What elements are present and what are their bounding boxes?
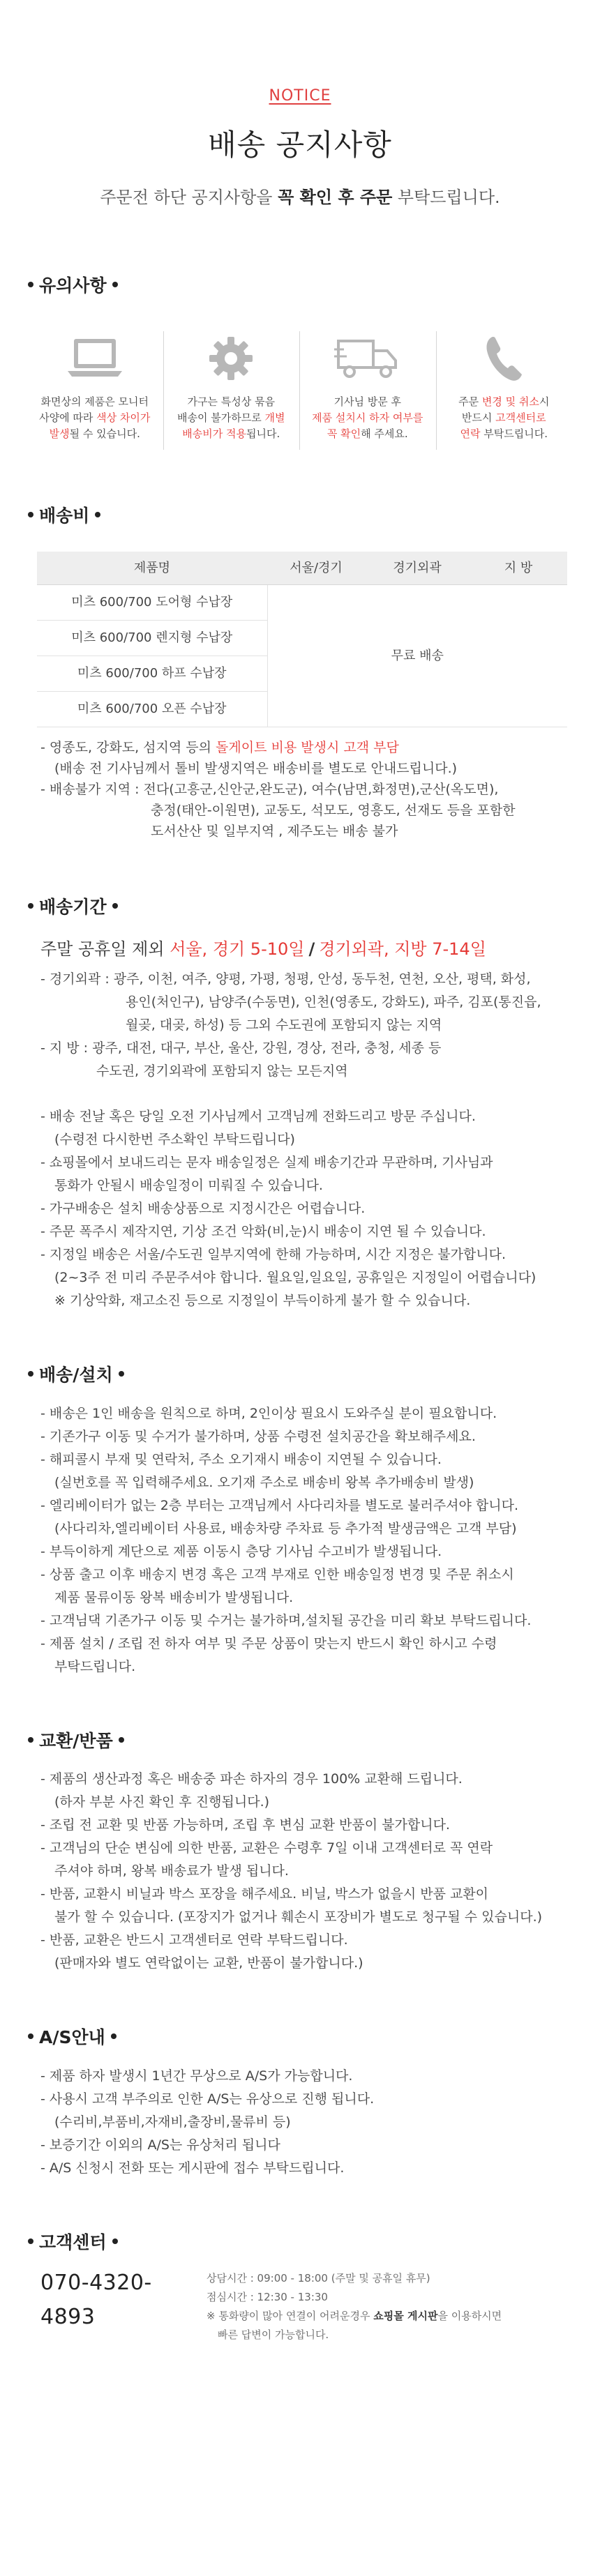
table-header-row <box>37 552 567 585</box>
caution-text: 주문 변경 및 취소시 반드시 고객센터로 연락 부탁드립니다. <box>458 395 550 440</box>
table-header: 서울/경기 <box>267 552 365 585</box>
notice-tag: NOTICE <box>269 87 331 105</box>
list-item: 용인(처인구), 남양주(수동면), 인천(영종도, 강화도), 파주, 김포(통진읍, <box>126 994 541 1010</box>
list-item: - 사용시 고객 부주의로 인한 A/S는 유상으로 진행 됩니다. <box>40 2091 375 2107</box>
list-item: 통화가 안될시 배송일정이 미뤄질 수 있습니다. <box>54 1178 323 1194</box>
truck-icon <box>299 331 436 386</box>
list-item: (2~3주 전 미리 주문주셔야 합니다. 월요일,일요일, 공휴일은 지정일이 어렵습니다) <box>54 1270 537 1286</box>
note-line: 도서산산 및 일부지역 , 제주도는 배송 불가 <box>151 824 398 839</box>
caution-item-contact <box>436 331 573 453</box>
list-item: 월곶, 대곶, 하성) 등 그외 수도권에 포함되지 않는 지역 <box>126 1017 442 1033</box>
list-item: - 지 방 : 광주, 대전, 대구, 부산, 울산, 강원, 경상, 전라, 충청, 세종 등 <box>40 1040 442 1056</box>
list-item: - 경기외곽 : 광주, 이천, 여주, 양평, 가평, 청평, 안성, 동두천, 연천, 오산, 평택, 화성, <box>40 971 531 987</box>
caution-text: 가구는 특성상 묶음 배송이 불가하므로 개별 배송비가 적용됩니다. <box>177 395 285 440</box>
customer-center-section <box>0 2229 600 2345</box>
section-title: 배송비 <box>27 502 572 531</box>
page-subtitle: 주문전 하단 공지사항을 꼭 확인 후 주문 부탁드립니다. <box>100 187 500 207</box>
consult-hours: 상담시간 : 09:00 - 18:00 (주말 및 공휴일 휴무) <box>207 2272 430 2285</box>
list-item: 주셔야 하며, 왕복 배송료가 발생 됩니다. <box>54 1863 289 1879</box>
list-item: (사다리차,엘리베이터 사용료, 배송차량 주차료 등 추가적 발생금액은 고객 부담) <box>54 1520 517 1536</box>
product-name: 미츠 600/700 오픈 수납장 <box>37 692 267 727</box>
laptop-icon <box>27 331 163 386</box>
list-item: - 해피콜시 부재 및 연락처, 주소 오기재시 배송이 지연될 수 있습니다. <box>40 1451 442 1467</box>
caution-item-shipping-fee <box>163 331 300 453</box>
list-item: - 배송은 1인 배송을 원칙으로 하며, 2인이상 필요시 도와주실 분이 필요합니다. <box>40 1405 497 1421</box>
list-item: - 반품, 교환은 반드시 고객센터로 연락 부탁드립니다. <box>40 1932 348 1948</box>
delivery-period-section <box>0 893 600 1312</box>
note-line: - 영종도, 강화도, 섬지역 등의 돌게이트 비용 발생시 고객 부담 <box>40 740 399 755</box>
list-item: - 부득이하게 계단으로 제품 이동시 층당 기사님 수고비가 발생됩니다. <box>40 1543 442 1559</box>
free-shipping-cell: 무료 배송 <box>267 585 567 727</box>
note-line: (배송 전 기사님께서 톨비 발생지역은 배송비를 별도로 안내드립니다.) <box>54 761 458 776</box>
section-title: 배송/설치 <box>27 1361 572 1390</box>
list-item: - 고객님의 단순 변심에 의한 반품, 교환은 수령후 7일 이내 고객센터로 꼭 연락 <box>40 1840 493 1856</box>
list-item: - 배송 전날 혹은 당일 오전 기사님께서 고객님께 전화드리고 방문 주십니다. <box>40 1109 476 1125</box>
product-name: 미츠 600/700 렌지형 수납장 <box>37 621 267 656</box>
shipping-fee-section <box>0 502 600 842</box>
section-title: 고객센터 <box>27 2229 572 2257</box>
list-item: - 쇼핑몰에서 보내드리는 문자 배송일정은 실제 배송기간과 무관하며, 기사님과 <box>40 1155 493 1171</box>
board-note: 빠른 답변이 가능합니다. <box>218 2328 329 2342</box>
note-line: 충정(태안-이원면), 교동도, 석모도, 영흥도, 선재도 등을 포함한 <box>151 803 516 818</box>
table-header: 지 방 <box>470 552 567 585</box>
as-list <box>27 2065 572 2180</box>
shipping-fee-notes <box>27 737 572 842</box>
list-item: - 고객님댁 기존가구 이동 및 수거는 불가하며,설치될 공간을 미리 확보 부탁드립니다. <box>40 1612 532 1628</box>
table-header: 제품명 <box>37 552 267 585</box>
phone-number[interactable]: 070-4320-4893 <box>40 2271 152 2329</box>
list-item: - 지정일 배송은 서울/수도권 일부지역에 한해 가능하며, 시간 지정은 불가합니다. <box>40 1247 507 1263</box>
delivery-period-list <box>27 968 572 1312</box>
section-title: 유의사항 <box>27 272 572 301</box>
list-item: - 주문 폭주시 제작지연, 기상 조건 악화(비,눈)시 배송이 지연 될 수 있습니다. <box>40 1224 486 1240</box>
list-item: (하자 부분 사진 확인 후 진행됩니다.) <box>54 1794 270 1810</box>
caution-text: 화면상의 제품은 모니터 사양에 따라 색상 차이가 발생될 수 있습니다. <box>39 395 151 440</box>
list-item: - 조립 전 교환 및 반품 가능하며, 조립 후 변심 교환 반품이 불가합니다. <box>40 1817 450 1833</box>
list-item: (수령전 다시한번 주소확인 부탁드립니다) <box>54 1132 295 1148</box>
list-item: - 제품 설치 / 조립 전 하자 여부 및 주문 상품이 맞는지 반드시 확인 하시고 수령 <box>40 1635 497 1651</box>
notice-header <box>0 0 600 230</box>
list-item: (수리비,부품비,자재비,출장비,물류비 등) <box>54 2114 291 2130</box>
board-note: ※ 통화량이 많아 연결이 어려운경우 쇼핑몰 게시판을 이용하시면 <box>207 2310 502 2323</box>
note-line: - 배송불가 지역 : 전다(고흥군,신안군,완도군), 여수(남면,화정면),군산(옥도면), <box>40 782 499 797</box>
lunch-hours: 점심시간 : 12:30 - 13:30 <box>207 2291 328 2304</box>
list-item: - 보증기간 이외의 A/S는 유상처리 됩니다 <box>40 2137 280 2153</box>
product-name: 미츠 600/700 하프 수납장 <box>37 656 267 692</box>
list-item: (실번호를 꼭 입력해주세요. 오기재 주소로 배송비 왕복 추가배송비 발생) <box>54 1474 474 1490</box>
exchange-section <box>0 1727 600 1976</box>
exchange-list <box>27 1768 572 1975</box>
list-item: - 제품의 생산과정 혹은 배송중 파손 하자의 경우 100% 교환해 드립니다. <box>40 1771 463 1787</box>
customer-center-info <box>27 2266 572 2344</box>
list-item: 부탁드립니다. <box>54 1658 136 1674</box>
section-title: 교환/반품 <box>27 1727 572 1756</box>
list-item: - A/S 신청시 전화 또는 게시판에 접수 부탁드립니다. <box>40 2160 345 2176</box>
list-item: ※ 기상악화, 재고소진 등으로 지정일이 부득이하게 불가 할 수 있습니다. <box>54 1293 471 1309</box>
list-item: - 엘리베이터가 없는 2층 부터는 고객님께서 사다리차를 별도로 불러주셔야 합니다. <box>40 1497 519 1513</box>
list-item: - 가구배송은 설치 배송상품으로 지정시간은 어렵습니다. <box>40 1201 366 1217</box>
list-item: (판매자와 별도 연락없이는 교환, 반품이 불가합니다.) <box>54 1955 363 1971</box>
list-item: - 기존가구 이동 및 수거가 불가하며, 상품 수령전 설치공간을 확보해주세요. <box>40 1428 476 1444</box>
install-list <box>27 1402 572 1679</box>
table-header: 경기외곽 <box>365 552 470 585</box>
section-title: A/S안내 <box>27 2024 572 2052</box>
caution-text: 기사님 방문 후 제품 설치시 하자 여부를 꼭 확인해 주세요. <box>312 395 423 440</box>
list-item: 제품 물류이동 왕복 배송비가 발생됩니다. <box>54 1589 294 1605</box>
list-item: - 제품 하자 발생시 1년간 무상으로 A/S가 가능합니다. <box>40 2068 353 2084</box>
list-item: - 반품, 교환시 비닐과 박스 포장을 해주세요. 비닐, 박스가 없을시 반품 교환이 <box>40 1886 489 1902</box>
phone-icon <box>436 331 573 386</box>
list-item: 불가 할 수 있습니다. (포장지가 없거나 훼손시 포장비가 별도로 청구될 수 있습니다.) <box>54 1909 543 1925</box>
list-item: - 상품 출고 이후 배송지 변경 혹은 고객 부재로 인한 배송일정 변경 및 주문 취소시 <box>40 1566 514 1582</box>
section-title: 배송기간 <box>27 893 572 922</box>
caution-grid <box>27 331 572 453</box>
caution-item-color <box>27 331 163 453</box>
caution-item-inspection <box>299 331 436 453</box>
caution-section <box>0 272 600 495</box>
table-row <box>37 585 567 621</box>
delivery-period-summary: 주말 공휴일 제외 서울, 경기 5-10일 / 경기외곽, 지방 7-14일 <box>40 939 486 959</box>
gear-icon <box>163 331 300 386</box>
list-item: 수도권, 경기외곽에 포함되지 않는 모든지역 <box>96 1063 348 1079</box>
as-section <box>0 2024 600 2180</box>
page-title: 배송 공지사항 <box>208 127 392 162</box>
customer-center-hours <box>207 2266 502 2344</box>
product-name: 미츠 600/700 도어형 수납장 <box>37 585 267 621</box>
install-section <box>0 1361 600 1679</box>
shipping-fee-table <box>37 552 567 728</box>
